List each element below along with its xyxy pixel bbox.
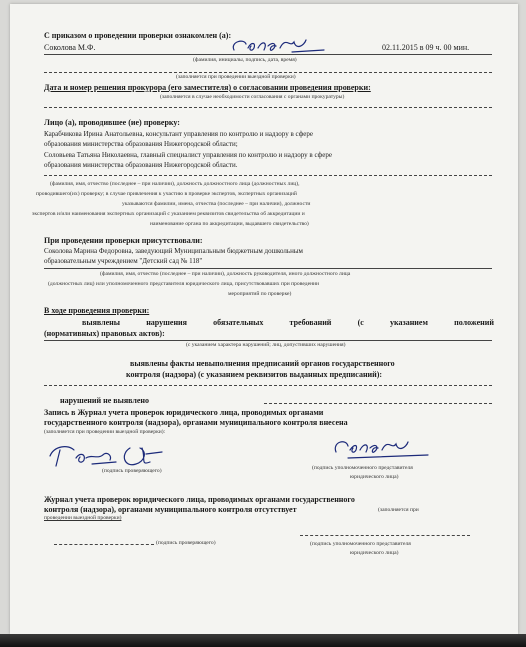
divider [44, 385, 492, 386]
violations-word: обязательных [213, 318, 264, 327]
inspectors-line: образования министерства образования Нижегородской области; [44, 140, 238, 148]
prosecutor-fill-note: (заполняется при проведении выездной проверки) [176, 74, 296, 80]
rep-signature-caption-2: юридического лица) [350, 550, 399, 556]
present-line: Соколова Марина Федоровна, заведующий Муниципальным бюджетным дошкольным [44, 247, 303, 255]
acquainted-caption: (фамилия, инициалы, подпись, дата, время) [193, 57, 297, 63]
violations-word: положений [454, 318, 494, 327]
prosecutor-heading: Дата и номер решения прокурора (его заместителя) о согласовании проведения проверки: [44, 83, 371, 92]
violations-word: (с [357, 318, 364, 327]
rep-signature-caption-2: (подпись уполномоченного представителя [310, 541, 411, 547]
divider [44, 72, 492, 73]
journal-entry-note: (заполняется при проведении выездной проверки): [44, 429, 166, 435]
acquainted-name: Соколова М.Ф. [44, 43, 96, 52]
findings-heading: В ходе проведения проверки: [44, 306, 150, 315]
violations-line-2: (нормативных) правовых актов): [44, 329, 165, 338]
divider [264, 403, 492, 404]
present-heading: При проведении проверки присутствовали: [44, 236, 203, 245]
journal-absent-line-3: проведении выездной проверки) [44, 515, 122, 521]
violations-word: требований [289, 318, 332, 327]
nonfulfillment-line-2: контроля (надзора) (с указанием реквизитов выданных предписаний): [126, 370, 383, 379]
divider [44, 54, 492, 55]
violations-line-1 [82, 319, 494, 327]
inspector-signature-caption: (подпись проверяющего) [102, 468, 162, 474]
divider [44, 175, 492, 176]
present-caption: мероприятий по проверке) [228, 291, 292, 297]
inspectors-caption: экспертов и/или наименования экспертных организаций с указанием реквизитов свидетельства об аккредитации и [32, 211, 305, 217]
rep-signature-caption: юридического лица) [350, 474, 399, 480]
signature-line [300, 535, 470, 536]
no-violations-text: нарушений не выявлено [60, 396, 150, 405]
inspector-signature-caption-2: (подпись проверяющего) [156, 540, 216, 546]
present-caption: (фамилия, имя, отчество (последнее – при наличии), должность руководителя, иного должностного лица [100, 271, 351, 277]
journal-entry-line-2: государственного контроля (надзора), органами муниципального контроля внесена [44, 418, 348, 427]
journal-absent-line-1: Журнал учета проверок юридического лица, проводимых органами государственного [44, 495, 355, 504]
inspectors-heading: Лицо (а), проводившее (ие) проверку: [44, 118, 180, 127]
inspectors-caption: (фамилия, имя, отчество (последнее – при наличии), должность должностного лица (должностных лиц), [50, 181, 300, 187]
journal-entry-line-1: Запись в Журнал учета проверок юридического лица, проводимых органами [44, 408, 324, 417]
nonfulfillment-line-1: выявлены факты невыполнения предписаний органов государственного [130, 359, 395, 368]
rep-signature-caption: (подпись уполномоченного представителя [312, 465, 413, 471]
acquainted-date: 02.11.2015 в 09 ч. 00 мин. [382, 43, 470, 52]
present-caption: (должностных лиц) или уполномоченного представителя юридического лица, присутствовавших при проведении [48, 281, 320, 287]
prosecutor-caption: (заполняется в случае необходимости согласования с органами прокуратуры) [160, 94, 345, 100]
document-page [10, 4, 518, 634]
divider [44, 107, 492, 108]
violations-word: выявлены [82, 318, 121, 327]
inspectors-caption: наименование органа по аккредитации, выдавшего свидетельство) [150, 221, 309, 227]
violations-caption: (с указанием характера нарушений; лиц, допустивших нарушения) [186, 342, 346, 348]
inspectors-caption: указываются фамилии, имена, отчества (последнее – при наличии), должности [122, 201, 311, 207]
divider [44, 340, 492, 341]
journal-absent-line-2: контроля (надзора), органами муниципального контроля отсутствует [44, 505, 297, 514]
journal-absent-note: (заполняется при [378, 507, 419, 513]
inspectors-line: Соловьева Татьяна Николаевна, главный специалист управления по контролю и надзору в сфере [44, 151, 332, 159]
signature-line [54, 544, 154, 545]
present-line: образовательным учреждением "Детский сад № 118" [44, 257, 203, 265]
violations-word: указанием [389, 318, 428, 327]
violations-word: нарушения [146, 318, 187, 327]
acquainted-heading: С приказом о проведении проверки ознакомлен (а): [44, 31, 232, 40]
inspectors-line: Карабчикова Ирина Анатольевна, консультант управления по контролю и надзору в сфере [44, 130, 313, 138]
inspectors-line: образования министерства образования Нижегородской области. [44, 161, 238, 169]
inspectors-caption: проводившего(их) проверку; в случае привлечения к участию в проверке экспертов, экспертных организаций [36, 191, 297, 197]
divider [44, 268, 492, 269]
signature-sokolova-2 [328, 436, 438, 462]
scan-edge [0, 634, 526, 647]
